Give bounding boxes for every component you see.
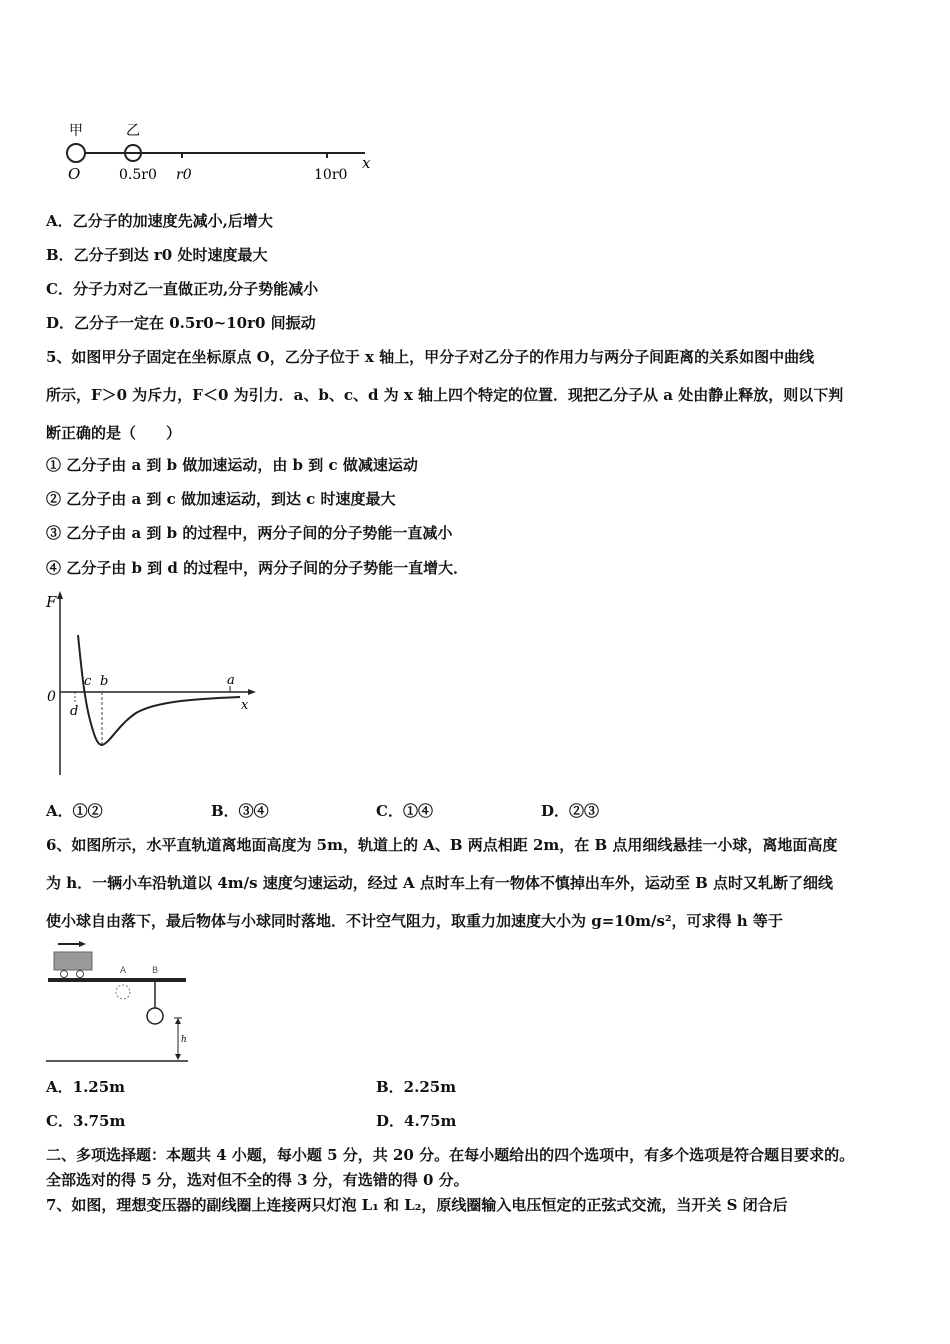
q4-option-b: B．乙分子到达 r0 处时速度最大: [46, 246, 268, 264]
h-arrowhead-bottom: [175, 1054, 181, 1060]
label-a: a: [227, 673, 235, 688]
q5-statement-4: ④ 乙分子由 b 到 d 的过程中，两分子间的分子势能一直增大．: [46, 559, 469, 577]
axis-x-label: x: [362, 154, 371, 172]
q6-stem-line3: 使小球自由落下，最后物体与小球同时落地．不计空气阻力，取重力加速度大小为 g=10m/s²，可求得 h 等于: [46, 912, 783, 930]
q6-option-b: B．2.25m: [376, 1078, 457, 1096]
q7-stem-line1: 7、如图，理想变压器的副线圈上连接两只灯泡 L₁ 和 L₂，原线圈输入电压恒定的正弦式交流，当开关 S 闭合后: [46, 1196, 788, 1214]
motion-arrowhead: [79, 941, 86, 947]
cart-track-figure: [44, 940, 194, 1065]
track: [48, 978, 186, 982]
cart-body: [54, 952, 92, 970]
tick-label-O: O: [68, 165, 81, 183]
label-A: A: [120, 966, 127, 976]
q5-statement-3: ③ 乙分子由 a 到 b 的过程中，两分子间的分子势能一直减小: [46, 524, 453, 542]
label-c: c: [84, 674, 92, 689]
section2-heading-line1: 二、多项选择题：本题共 4 小题，每小题 5 分，共 20 分。在每小题给出的四个选项中，有多个选项是符合题目要求的。: [46, 1146, 855, 1164]
falling-object: [116, 985, 130, 999]
label-B: B: [152, 966, 159, 976]
cart-wheel-left: [61, 971, 68, 978]
q5-stem-line1: 5、如图甲分子固定在坐标原点 O，乙分子位于 x 轴上，甲分子对乙分子的作用力与两分子间距离的关系如图中曲线: [46, 348, 815, 366]
origin-label: 0: [47, 689, 56, 705]
section2-heading-line2: 全部选对的得 5 分，选对但不全的得 3 分，有选错的得 0 分。: [46, 1171, 469, 1189]
ball: [147, 1008, 163, 1024]
force-distance-figure: [40, 585, 260, 780]
label-d: d: [70, 704, 79, 719]
tick-label-r0: r0: [176, 167, 192, 183]
q4-option-a: A．乙分子的加速度先减小,后增大: [46, 212, 273, 230]
tick-label-05r0: 0.5r0: [119, 167, 157, 183]
q5-statement-2: ② 乙分子由 a 到 c 做加速运动，到达 c 时速度最大: [46, 490, 396, 508]
label-yi: 乙: [126, 123, 140, 139]
q5-stem-line3: 断正确的是（ ）: [46, 424, 182, 442]
molecule-jia: [67, 144, 85, 162]
f-axis-label: F: [46, 593, 57, 611]
q5-option-a: A．①②: [46, 802, 103, 820]
q5-option-d: D．②③: [541, 802, 600, 820]
f-axis-arrow: [57, 591, 63, 599]
q5-option-b: B．③④: [211, 802, 269, 820]
q6-stem-line2: 为 h．一辆小车沿轨道以 4m/s 速度匀速运动，经过 A 点时车上有一物体不慎掉出车外，运动至 B 点时又轧断了细线: [46, 874, 834, 892]
label-h: h: [181, 1035, 187, 1045]
molecule-axis-figure: [55, 115, 385, 190]
h-arrowhead-top: [175, 1018, 181, 1024]
x-axis-label: x: [241, 698, 249, 713]
q4-option-c: C．分子力对乙一直做正功,分子势能减小: [46, 280, 319, 298]
tick-label-10r0: 10r0: [314, 167, 348, 183]
label-b: b: [100, 674, 109, 689]
q6-option-d: D．4.75m: [376, 1112, 457, 1130]
q5-statement-1: ① 乙分子由 a 到 b 做加速运动，由 b 到 c 做减速运动: [46, 456, 418, 474]
cart-wheel-right: [77, 971, 84, 978]
x-axis-arrow: [248, 689, 256, 695]
q6-option-a: A．1.25m: [46, 1078, 126, 1096]
q6-option-c: C．3.75m: [46, 1112, 126, 1130]
q6-stem-line1: 6、如图所示，水平直轨道离地面高度为 5m，轨道上的 A、B 两点相距 2m，在 B 点用细线悬挂一小球，离地面高度: [46, 836, 838, 854]
q5-option-c: C．①④: [376, 802, 433, 820]
label-jia: 甲: [69, 123, 83, 139]
q5-stem-line2: 所示，F＞0 为斥力，F＜0 为引力．a、b、c、d 为 x 轴上四个特定的位置．现把乙分子从 a 处由静止释放，则以下判: [46, 386, 844, 404]
q4-option-d: D．乙分子一定在 0.5r0~10r0 间振动: [46, 314, 316, 332]
